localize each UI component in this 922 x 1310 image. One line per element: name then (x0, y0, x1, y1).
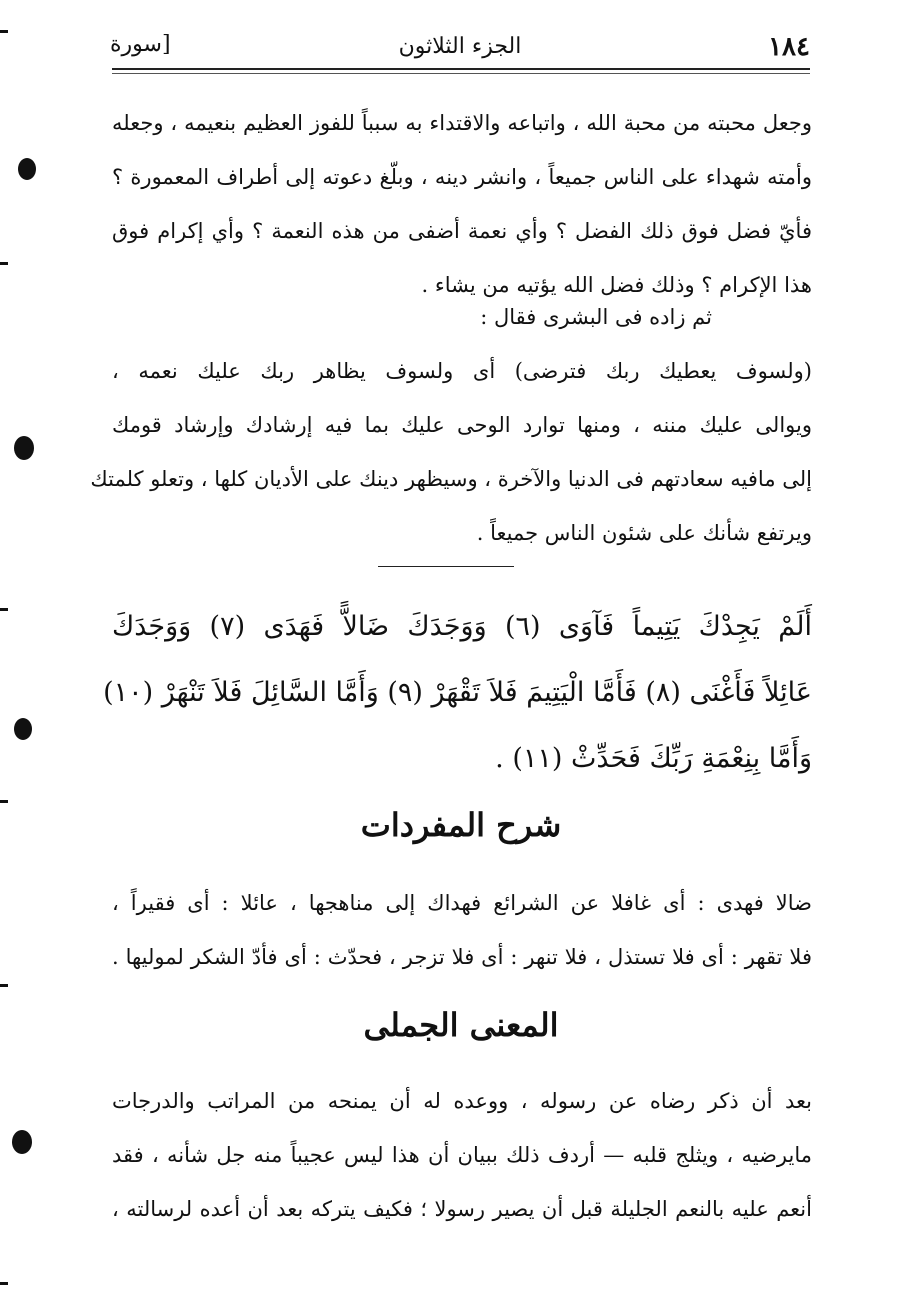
text-line: مايرضيه ، ويثلج قلبه — أردف ذلك ببيان أن هذا ليس عجيباً منه جل شأنه ، فقد (112, 1143, 812, 1167)
ink-blot (14, 436, 34, 460)
section-separator (378, 566, 514, 567)
ink-blot (14, 718, 32, 740)
surah-label: [سورة (110, 32, 171, 57)
page-header (110, 22, 810, 68)
text-line: هذا الإكرام ؟ وذلك فضل الله يؤتيه من يشاء . (421, 273, 812, 297)
verse-line: عَائِلاً فَأَغْنَى (٨) فَأَمَّا الْيَتِيمَ فَلاَ تَقْهَرْ (٩) وَأَمَّا السَّائِلَ فَلاَ تَنْهَرْ (١٠) (103, 677, 812, 708)
text-line: ويوالى عليك مننه ، ومنها توارد الوحى عليك بما فيه إرشادك وإرشاد قومك (112, 413, 812, 437)
header-rule-thin (112, 73, 810, 74)
text-line: ثم زاده فى البشرى فقال : (480, 305, 712, 329)
header-rule (112, 68, 810, 70)
ink-blot (12, 1130, 32, 1154)
page-number: ١٨٤ (768, 32, 810, 62)
text-line: وأمته شهداء على الناس جميعاً ، وانشر دينه ، وبلّغ دعوته إلى أطراف المعمورة ؟ (112, 165, 812, 189)
text-line: (ولسوف يعطيك ربك فترضى) أى ولسوف يظاهر ربك عليك نعمه ، (112, 359, 812, 383)
verse-line: وَأَمَّا بِنِعْمَةِ رَبِّكَ فَحَدِّثْ (١١) . (495, 743, 812, 774)
text-line: ويرتفع شأنك على شئون الناس جميعاً . (476, 521, 812, 545)
quran-verses (103, 594, 812, 792)
margin-tick (0, 30, 8, 33)
margin-tick (0, 800, 8, 803)
text-line: وجعل محبته من محبة الله ، واتباعه والاقتداء به سبباً للفوز العظيم بنعيمه ، وجعله (112, 111, 812, 135)
text-line: إلى مافيه سعادتهم فى الدنيا والآخرة ، وسيظهر دينك على الأديان كلها ، وتعلو كلمتك (90, 467, 812, 491)
verse-line: أَلَمْ يَجِدْكَ يَتِيماً فَآوَى (٦) وَوَجَدَكَ ضَالاًّ فَهَدَى (٧) وَوَجَدَكَ (112, 611, 812, 642)
paragraph-favor (112, 96, 812, 312)
text-line: ضالا فهدى : أى غافلا عن الشرائع فهداك إلى مناهجها ، عائلا : أى فقيراً ، (112, 891, 812, 915)
text-line: فأيّ فضل فوق ذلك الفضل ؟ وأي نعمة أضفى من هذه النعمة ؟ وأي إكرام فوق (112, 219, 812, 243)
text-line: أنعم عليه بالنعم الجليلة قبل أن يصير رسولا ؛ فكيف يتركه بعد أن أعده لرسالته ، (112, 1197, 812, 1221)
margin-tick (0, 608, 8, 611)
margin-tick (0, 984, 8, 987)
text-line: بعد أن ذكر رضاه عن رسوله ، ووعده له أن يمنحه من المراتب والدرجات (112, 1089, 812, 1113)
ink-blot (18, 158, 36, 180)
text-line: فلا تقهر : أى فلا تستذل ، فلا تنهر : أى فلا تزجر ، فحدّث : أى فأدّ الشكر لموليها . (112, 945, 812, 969)
margin-tick (0, 262, 8, 265)
vocab-heading: شرح المفردات (360, 806, 562, 844)
paragraph-glad-tidings (112, 290, 812, 344)
meaning-paragraph (112, 1074, 812, 1236)
margin-tick (0, 1282, 8, 1285)
part-title: الجزء الثلاثون (398, 34, 522, 59)
paragraph-commentary (90, 344, 812, 560)
vocab-paragraph (112, 876, 812, 984)
meaning-heading: المعنى الجملى (363, 1006, 559, 1044)
